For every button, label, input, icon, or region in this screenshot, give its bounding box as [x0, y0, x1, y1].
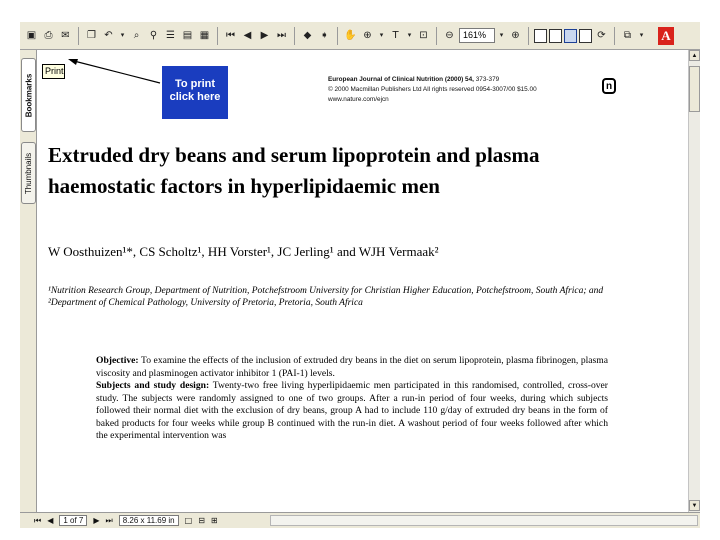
continuous-icon[interactable]: ⊟ [198, 516, 205, 525]
toolbar-divider [294, 27, 295, 45]
first-page-icon[interactable]: ⏮ [34, 515, 42, 525]
callout-line2: click here [169, 91, 221, 103]
copy-icon[interactable]: ❐ [87, 29, 96, 41]
journal-pages: 373-379 [475, 76, 500, 83]
objective-text: To examine the effects of the inclusion of extruded dry beans in the diet on serum lipoprotein, plasma fibrinogen, plasma viscosity and plasminogen activator inhibitor 1 (PAI-1) levels. [96, 355, 608, 379]
chevron-down-icon[interactable]: ▾ [499, 31, 504, 39]
design-text: Twenty-two free living hyperlipidaemic men participated in this randomised, controlled, cross-over study. The subjects were randomly assigned to one of two groups. After a run-in period of four weeks, during which subjects followed their normal diet with the exclusion of dry beans, group A had to include 110 g/day of extruded dry beans in the form of baked products for four weeks while group B continued with the run-in diet. A washout period of four weeks followed after which the experimental intervention was [96, 380, 608, 441]
previous-page-icon[interactable]: ◀ [47, 516, 54, 525]
text-select-icon[interactable]: T [392, 29, 399, 41]
toolbar-divider [436, 27, 437, 45]
navigation-pane [20, 50, 37, 512]
print-icon[interactable]: ⎙ [44, 29, 53, 41]
journal-citation [328, 75, 568, 105]
page-size-field: 8.26 x 11.69 in [119, 515, 179, 526]
chevron-down-icon[interactable]: ▾ [407, 31, 412, 39]
chevron-down-icon[interactable]: ▾ [379, 31, 384, 39]
first-page-icon[interactable]: ⏮ [226, 29, 235, 41]
abstract-objective [96, 355, 608, 380]
vertical-scrollbar[interactable] [688, 50, 700, 512]
actual-size-icon[interactable] [534, 29, 547, 43]
zoom-in-tool-icon[interactable]: ⊕ [363, 29, 372, 41]
properties-icon[interactable]: ▦ [199, 29, 210, 41]
scroll-down-icon[interactable]: ▼ [689, 500, 700, 511]
chevron-down-icon[interactable]: ▾ [120, 31, 125, 39]
save-icon[interactable]: ▣ [26, 29, 37, 41]
find-icon[interactable]: ⚲ [149, 29, 158, 41]
paper-affiliations: ¹Nutrition Research Group, Department of Nutrition, Potchefstroom University for Christian Higher Education, Potchefstroom, South Africa; and ²Department of Chemical Pathology, University of Pretoria, Pretoria, South Africa [48, 286, 604, 308]
fit-width-icon[interactable] [564, 29, 577, 43]
zoom-out-icon[interactable]: ⊖ [445, 29, 454, 41]
tab-bookmarks[interactable] [21, 58, 36, 132]
scroll-up-icon[interactable]: ▲ [689, 50, 700, 61]
toolbar-divider [337, 27, 338, 45]
email-icon[interactable]: ✉ [61, 29, 70, 41]
single-page-icon[interactable]: □ [184, 516, 193, 525]
chevron-down-icon[interactable]: ▾ [639, 31, 644, 39]
abstract-design [96, 380, 608, 443]
toolbar [20, 22, 700, 50]
paper-abstract [96, 355, 608, 443]
rotate-icon[interactable]: ⟳ [597, 29, 606, 41]
toolbar-divider [614, 27, 615, 45]
fit-page-icon[interactable] [549, 29, 562, 43]
print-tooltip: Print [42, 64, 65, 79]
tab-bookmarks-label: Bookmarks [24, 73, 34, 117]
go-forward-icon[interactable]: ➧ [320, 29, 329, 41]
document-icon[interactable]: ▤ [182, 29, 193, 41]
facing-icon[interactable]: ⊞ [210, 516, 218, 525]
go-back-icon[interactable]: ◆ [303, 29, 312, 41]
journal-url: www.nature.com/ejcn [328, 96, 389, 103]
snapshot-icon[interactable]: ⊡ [419, 29, 428, 41]
page-number-field[interactable]: 1 of 7 [59, 515, 87, 526]
scroll-thumb[interactable] [689, 66, 700, 112]
document-view[interactable] [37, 50, 688, 512]
next-page-icon[interactable]: ▶ [93, 516, 100, 525]
zoom-in-icon[interactable]: ⊕ [511, 29, 520, 41]
previous-page-icon[interactable]: ◀ [243, 29, 252, 41]
undo-icon[interactable]: ↶ [104, 29, 113, 41]
tab-thumbnails-label: Thumbnails [24, 152, 34, 194]
organize-icon[interactable]: ☰ [166, 29, 175, 41]
hand-tool-icon[interactable]: ✋ [344, 29, 357, 41]
zoom-level-field[interactable]: 161% [459, 28, 495, 43]
toolbar-divider [217, 27, 218, 45]
last-page-icon[interactable]: ⏭ [105, 515, 113, 525]
journal-copyright: © 2000 Macmillan Publishers Ltd All rights reserved 0954-3007/00 $15.00 [328, 86, 537, 93]
objective-label: Objective: [96, 355, 139, 366]
last-page-icon[interactable]: ⏭ [277, 29, 286, 41]
fit-visible-icon[interactable] [579, 29, 592, 43]
journal-name: European Journal of Clinical Nutrition (2000) 54, [328, 76, 474, 83]
callout-arrow [64, 55, 164, 95]
status-bar [20, 512, 700, 528]
toolbar-divider [78, 27, 79, 45]
publisher-logo: n [602, 78, 616, 94]
design-label: Subjects and study design: [96, 380, 210, 391]
toolbar-divider [528, 27, 529, 45]
paper-title: Extruded dry beans and serum lipoprotein and plasma haemostatic factors in hyperlipidaemic men [48, 143, 540, 198]
page-layout-icon[interactable]: ⧉ [623, 29, 632, 41]
callout-line1: To print [174, 78, 216, 90]
tab-thumbnails[interactable] [21, 142, 36, 204]
next-page-icon[interactable]: ▶ [260, 29, 269, 41]
horizontal-scrollbar[interactable] [270, 515, 698, 526]
paper-authors: W Oosthuizen¹*, CS Scholtz¹, HH Vorster¹, JC Jerling¹ and WJH Vermaak² [48, 244, 439, 259]
adobe-logo-icon[interactable]: A [658, 27, 674, 45]
binoculars-icon[interactable]: ⌕ [133, 29, 140, 41]
print-callout [162, 66, 228, 119]
